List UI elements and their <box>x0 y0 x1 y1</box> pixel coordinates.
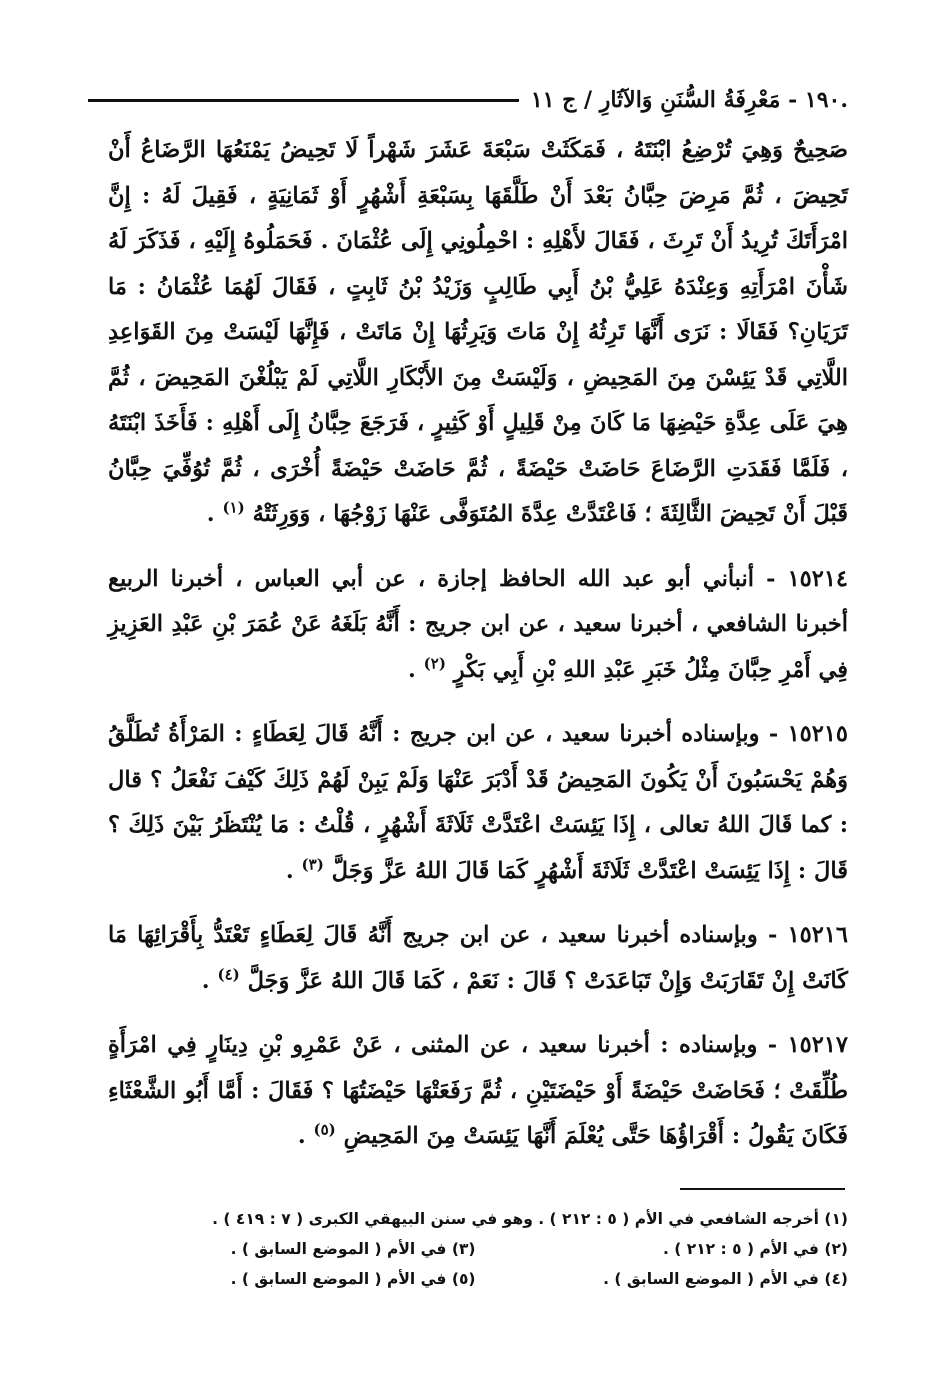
paragraph-text: ١٥٢١٥ - وبإسناده أخبرنا سعيد ، عن ابن جريج : أَنَّهُ قَالَ لِعَطَاءٍ : المَرْأَةُ تُطَلَّقُ وَهُمْ يَحْسَبُونَ أَنْ يَكُونَ المَحِيضُ قَدْ أَدْبَرَ عَنْهَا وَلَمْ يَبِنْ لَهُمْ ذَلِكَ كَيْفَ نَفْعَلُ ؟ قال : كما قَالَ اللهُ تعالى ، إِذَا يَئِسَتْ اعْتَدَّتْ ثَلَاثَةَ أَشْهُرٍ ، قُلْتُ : مَا يُنْتَظَرُ بَيْنَ ذَلِكَ ؟ قَالَ : إِذَا يَئِسَتْ اعْتَدَّتْ ثَلَاثَةَ أَشْهُرٍ كَمَا قَالَ اللهُ عَزَّ وَجَلَّ <box>108 721 848 884</box>
footnote-separator <box>680 1188 845 1190</box>
page-header <box>88 80 848 120</box>
footnote-ref: (١) <box>222 498 245 517</box>
footnote-ref: (٤) <box>217 965 240 983</box>
header-rule <box>88 99 519 102</box>
footnote-1: (١) أخرجه الشافعي في الأم ( ٥ : ٢١٢ ) . وهو في سنن البيهقي الكبرى ( ٧ : ٤١٩ ) . <box>212 1210 848 1228</box>
paragraph-text: صَحِيحٌ وَهِيَ تُرْضِعُ ابْنَتَهُ ، فَمَكَثَتْ سَبْعَةَ عَشَرَ شَهْراً لَا تَحِيضُ يَمْنَعُهَا الرَّضَاعُ أَنْ تَحِيضَ ، ثُمَّ مَرِضَ حِبَّانُ بَعْدَ أَنْ طَلَّقَهَا بِسَبْعَةِ أَشْهُرٍ أَوْ ثَمَانِيَةٍ ، فَقِيلَ لَهُ : إِنَّ امْرَأَتَكَ تُرِيدُ أَنْ تَرِثَ ، فَقَالَ لأَهْلِهِ : احْمِلُونِي إِلَى عُثْمَانَ . فَحَمَلُوهُ إِلَيْهِ ، فَذَكَرَ لَهُ شَأْنَ امْرَأَتِهِ وَعِنْدَهُ عَلِيُّ بْنُ أَبِي طَالِبٍ وَزَيْدُ بْنُ ثَابِتٍ ، فَقَالَ لَهُمَا عُثْمَانُ : مَا تَرَيَانِ؟ فَقَالَا : نَرَى أَنَّهَا تَرِثُهُ إِنْ مَاتَ وَيَرِثُهَا إِنْ مَاتَتْ ، فَإِنَّهَا لَيْسَتْ مِنَ القَوَاعِدِ اللَّاتِي قَدْ يَئِسْنَ مِنَ المَحِيضِ ، وَلَيْسَتْ مِنَ الأَبْكَارِ اللَّاتِي لَمْ يَبْلُغْنَ المَحِيضَ ، ثُمَّ هِيَ عَلَى عِدَّةِ حَيْضِهَا مَا كَانَ مِنْ قَلِيلٍ أَوْ كَثِيرٍ ، فَرَجَعَ حِبَّانُ إِلَى أَهْلِهِ : فَأَخَذَ ابْنَتَهُ ، فَلَمَّا فَقَدَتِ الرَّضَاعَ حَاضَتْ حَيْضَةً ، ثُمَّ حَاضَتْ حَيْضَةً أُخْرَى ، ثُمَّ تُوُفِّيَ حِبَّانُ قَبْلَ أَنْ تَحِيضَ الثَّالِثَةَ ؛ فَاعْتَدَّتْ عِدَّةَ المُتَوَفَّى عَنْهَا زَوْجُهَا ، وَوَرِثَتْهُ <box>108 137 848 527</box>
footnote-5: (٥) في الأم ( الموضع السابق ) . <box>230 1270 476 1288</box>
footnote-row <box>103 1204 848 1234</box>
paragraph-continuation <box>108 128 848 538</box>
footnote-ref: (٣) <box>301 855 324 873</box>
footnote-row <box>103 1264 848 1294</box>
paragraph-end: . <box>408 656 424 683</box>
paragraph-end: . <box>297 1123 314 1149</box>
footnote-3: (٣) في الأم ( الموضع السابق ) . <box>230 1240 476 1258</box>
paragraph-end: . <box>206 501 223 527</box>
paragraph-text: ١٥٢١٤ - أنبأني أبو عبد الله الحافظ إجازة ، عن أبي العباس ، أخبرنا الربيع أخبرنا الشافعي ، أخبرنا سعيد ، عن ابن جريج : أَنَّهُ بَلَغَهُ عَنْ عُمَرَ بْنِ عَبْدِ العَزِيزِ فِي أَمْرِ حِبَّانَ مِثْلُ خَبَرِ عَبْدِ اللهِ بْنِ أَبِي بَكْرٍ <box>108 565 848 683</box>
paragraph-end: . <box>201 967 218 994</box>
footnote-ref: (٢) <box>423 654 446 672</box>
hadith-15216 <box>108 913 848 1004</box>
paragraph-text: ١٥٢١٦ - وبإسناده أخبرنا سعيد ، عن ابن جريج أَنَّهُ قَالَ لِعَطَاءٍ تَعْتَدُّ بِأَقْرَائِهَا مَا كَانَتْ إِنْ تَقَارَبَتْ وَإِنْ تَبَاعَدَتْ ؟ قَالَ : نَعَمْ ، كَمَا قَالَ اللهُ عَزَّ وَجَلَّ <box>108 922 848 994</box>
footnote-ref: (٥) <box>313 1120 336 1139</box>
footnote-4: (٤) في الأم ( الموضع السابق ) . <box>603 1270 848 1288</box>
hadith-15214 <box>108 557 848 694</box>
footnote-row <box>103 1234 848 1264</box>
running-title: .١٩٠ - مَعْرِفَةُ السُّنَنِ وَالآثَارِ / ج ١١ <box>530 87 848 113</box>
hadith-15215 <box>108 712 848 894</box>
main-text <box>108 128 848 1160</box>
footnote-2: (٢) في الأم ( ٥ : ٢١٢ ) . <box>663 1240 848 1258</box>
paragraph-end: . <box>285 857 302 884</box>
footnotes <box>103 1204 848 1294</box>
hadith-15217 <box>108 1023 848 1160</box>
paragraph-text: ١٥٢١٧ - وبإسناده : أخبرنا سعيد ، عن المثنى ، عَنْ عَمْرِو بْنِ دِينَارٍ فِي امْرَأَةٍ طُلِّقَتْ ؛ فَحَاضَتْ حَيْضَةً أَوْ حَيْضَتَيْنِ ، ثُمَّ رَفَعَتْهَا حَيْضَتُهَا ؟ فَقَالَ : أَمَّا أَبُو الشَّعْثَاءِ فَكَانَ يَقُولُ : أَقْرَاؤُهَا حَتَّى يُعْلَمَ أَنَّهَا يَئِسَتْ مِنَ المَحِيضِ <box>108 1032 848 1149</box>
